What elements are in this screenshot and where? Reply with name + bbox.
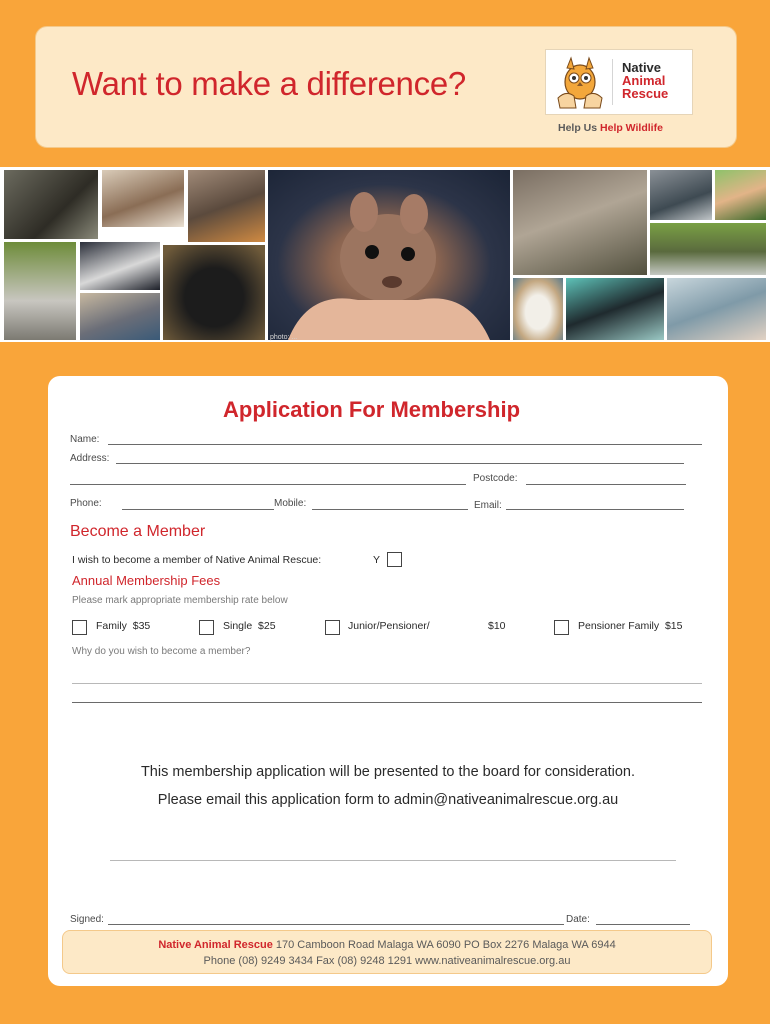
logo-divider <box>612 59 613 105</box>
name-field[interactable] <box>108 444 702 445</box>
logo-word-native: Native <box>622 60 662 75</box>
duckling-photo <box>4 242 76 340</box>
cockatoo-photo <box>80 242 160 290</box>
email-label: Email: <box>474 500 502 511</box>
footer-brand: Native Animal Rescue <box>158 939 273 951</box>
address-field-line2[interactable] <box>70 484 466 485</box>
single-checkbox[interactable] <box>199 620 214 635</box>
logo-word-animal: Animal <box>622 73 666 88</box>
barn-owl-photo <box>513 278 563 340</box>
phone-field[interactable] <box>122 509 274 510</box>
native-animal-rescue-logo <box>545 49 693 115</box>
logo-word-rescue: Rescue <box>622 86 669 101</box>
contact-footer <box>62 930 712 974</box>
mark-rate-instruction: Please mark appropriate membership rate below <box>72 595 288 606</box>
pensioner-family-checkbox[interactable] <box>554 620 569 635</box>
footer-contact-line: Phone (08) 9249 3434 Fax (08) 9248 1291 www.nativeanimalrescue.org.au <box>203 955 571 967</box>
mobile-label: Mobile: <box>274 498 307 509</box>
why-answer-line2[interactable] <box>72 702 702 703</box>
wish-statement: I wish to become a member of Native Animal Rescue: <box>72 554 322 566</box>
kangaroo-joeys-photo <box>102 170 184 227</box>
bandicoot-photo <box>4 170 98 239</box>
phone-label: Phone: <box>70 498 102 509</box>
bettong-in-hands-photo <box>268 170 510 340</box>
lizard-photo <box>650 223 766 275</box>
mobile-field[interactable] <box>312 509 468 510</box>
why-answer-line1[interactable] <box>72 683 702 684</box>
signed-label: Signed: <box>70 914 104 925</box>
photo-credit: photo: ... <box>270 334 298 341</box>
email-instruction: Please email this application form to admin@nativeanimalrescue.org.au <box>157 792 619 808</box>
family-checkbox[interactable] <box>72 620 87 635</box>
address-field-line1[interactable] <box>116 463 684 464</box>
photo-collage <box>0 167 770 342</box>
member-yes-checkbox[interactable] <box>387 552 402 567</box>
annual-fees-heading: Annual Membership Fees <box>72 573 221 588</box>
vet-treatment-photo <box>667 278 766 340</box>
magpie-photo <box>566 278 664 340</box>
wish-y-label: Y <box>373 554 381 566</box>
family-option-label: Family $35 <box>96 620 151 632</box>
sleeping-animal-photo <box>650 170 712 220</box>
header-panel <box>35 26 737 148</box>
date-label: Date: <box>566 914 590 925</box>
single-option-label: Single $25 <box>223 620 276 632</box>
possum-eating-photo <box>188 170 265 242</box>
junior-pensioner-checkbox[interactable] <box>325 620 340 635</box>
date-field[interactable] <box>596 924 690 925</box>
tagline-help-wildlife: Help Wildlife <box>600 122 663 134</box>
possum-photo <box>80 293 160 340</box>
board-notice: This membership application will be presented to the board for consideration. <box>140 764 636 780</box>
signature-field[interactable] <box>108 924 564 925</box>
junior-pensioner-price: $10 <box>488 620 506 632</box>
form-title: Application For Membership <box>223 397 521 422</box>
pensioner-family-option-label: Pensioner Family $15 <box>578 620 683 632</box>
headline: Want to make a difference? <box>72 65 466 102</box>
junior-pensioner-option-label: Junior/Pensioner/ <box>348 620 430 632</box>
black-possum-photo <box>163 245 265 340</box>
become-member-heading: Become a Member <box>70 523 206 540</box>
tagline-help-us: Help Us <box>558 122 598 134</box>
volunteer-woman-photo <box>715 170 766 220</box>
tagline <box>558 122 663 134</box>
footer-address-line <box>63 939 711 951</box>
postcode-label: Postcode: <box>473 473 518 484</box>
email-field[interactable] <box>506 509 684 510</box>
logo-wordmark <box>622 61 668 100</box>
name-label: Name: <box>70 434 100 445</box>
address-label: Address: <box>70 453 110 464</box>
owl-hands-icon <box>552 54 608 110</box>
membership-form <box>48 376 728 986</box>
why-question: Why do you wish to become a member? <box>72 646 251 657</box>
postcode-field[interactable] <box>526 484 686 485</box>
wallaby-photo <box>513 170 647 275</box>
separator-line <box>110 860 676 861</box>
bettong-illustration <box>268 170 510 340</box>
footer-address: 170 Camboon Road Malaga WA 6090 PO Box 2276 Malaga WA 6944 <box>272 939 616 951</box>
